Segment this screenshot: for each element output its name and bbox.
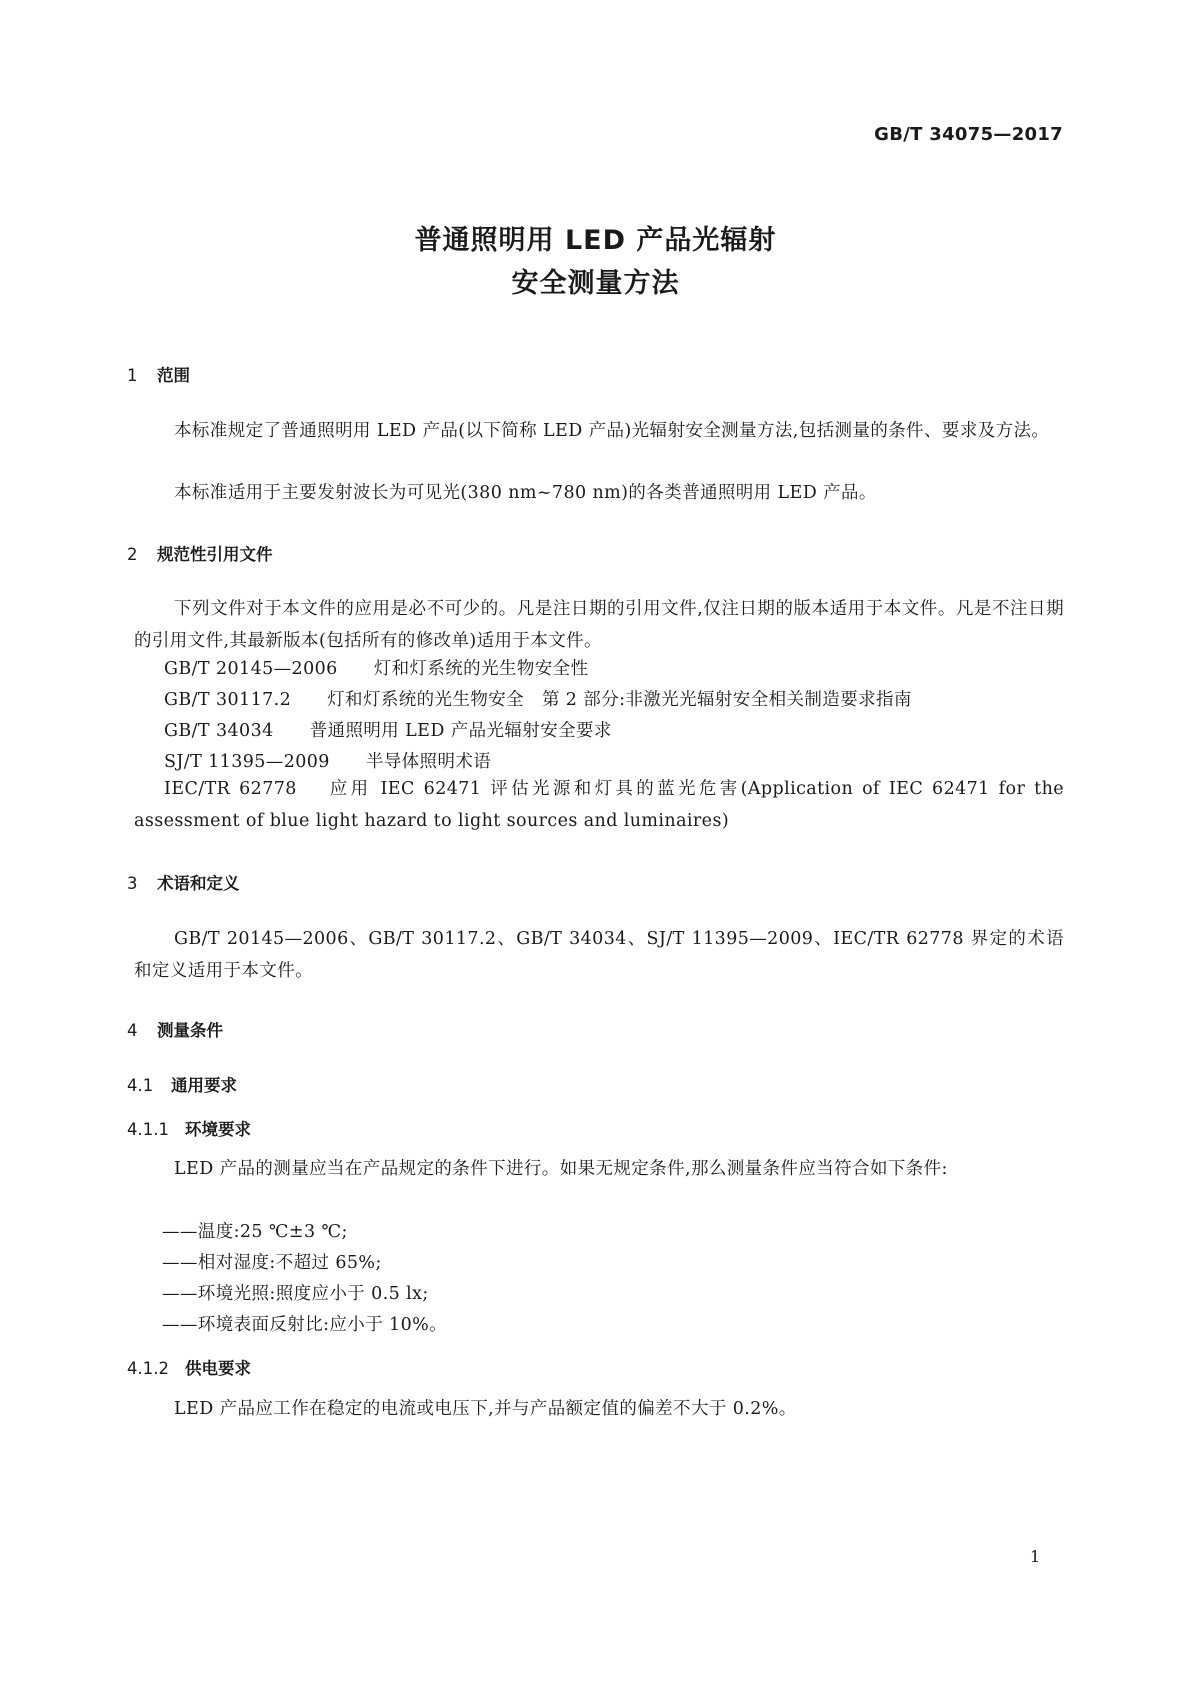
reference-item: [164, 686, 912, 711]
reference-item: [164, 655, 589, 680]
section-4-1-1-heading: [127, 1116, 251, 1140]
condition-list-item: ——相对湿度:不超过 65%;: [162, 1253, 382, 1273]
reference-code: GB/T 30117.2: [164, 690, 292, 710]
reference-title: 半导体照明术语: [365, 752, 492, 772]
reference-item: [164, 748, 491, 773]
condition-list-item: ——温度:25 ℃±3 ℃;: [162, 1222, 348, 1242]
section-4-1-2-heading: [127, 1355, 251, 1379]
section-1-number: 1: [127, 366, 138, 385]
document-number: GB/T 34075—2017: [874, 124, 1063, 145]
document-title-line-2: 安全测量方法: [511, 268, 680, 299]
section-4-1-2-number: 4.1.2: [127, 1359, 169, 1378]
section-2-title: 规范性引用文件: [157, 545, 273, 564]
reference-code: GB/T 20145—2006: [164, 659, 338, 679]
section-4-1-1-paragraph-1: LED 产品的测量应当在产品规定的条件下进行。如果无规定条件,那么测量条件应当符合如下条件:: [174, 1159, 948, 1179]
reference-code: GB/T 34034: [164, 721, 274, 741]
section-4-number: 4: [127, 1021, 138, 1040]
section-4-1-title: 通用要求: [171, 1076, 237, 1095]
section-4-title: 测量条件: [157, 1021, 223, 1040]
condition-list-item: ——环境表面反射比:应小于 10%。: [162, 1315, 448, 1335]
section-4-1-heading: [127, 1072, 237, 1096]
reference-title: 应用 IEC 62471 评估光源和灯具的蓝光危害(Application of IEC 62471 for the assessment of blue light hazard to light sources and luminaires): [134, 779, 1065, 831]
section-1-paragraph-2: 本标准适用于主要发射波长为可见光(380 nm~780 nm)的各类普通照明用 LED 产品。: [174, 483, 877, 503]
condition-list-item: ——环境光照:照度应小于 0.5 lx;: [162, 1284, 429, 1304]
reference-title: 灯和灯系统的光生物安全性: [373, 659, 589, 679]
section-4-1-1-number: 4.1.1: [127, 1120, 169, 1139]
section-1-paragraph-1: 本标准规定了普通照明用 LED 产品(以下简称 LED 产品)光辐射安全测量方法,包括测量的条件、要求及方法。: [174, 421, 1050, 441]
document-title-line-1: 普通照明用 LED 产品光辐射: [414, 225, 777, 256]
reference-code: IEC/TR 62778: [164, 779, 297, 799]
section-3-number: 3: [127, 874, 138, 893]
reference-code: SJ/T 11395—2009: [164, 752, 330, 772]
section-1-heading: [127, 362, 190, 386]
section-4-1-number: 4.1: [127, 1076, 154, 1095]
reference-title: 普通照明用 LED 产品光辐射安全要求: [309, 721, 612, 741]
section-2-number: 2: [127, 545, 138, 564]
section-3-heading: [127, 870, 240, 894]
section-1-title: 范围: [157, 366, 190, 385]
section-4-1-2-title: 供电要求: [185, 1359, 251, 1378]
section-4-1-1-title: 环境要求: [185, 1120, 251, 1139]
section-2-heading: [127, 541, 273, 565]
section-4-1-2-paragraph-1: LED 产品应工作在稳定的电流或电压下,并与产品额定值的偏差不大于 0.2%。: [174, 1399, 797, 1419]
reference-item: [134, 773, 1064, 837]
section-2-paragraph-1: 下列文件对于本文件的应用是必不可少的。凡是注日期的引用文件,仅注日期的版本适用于本文件。凡是不注日期的引用文件,其最新版本(包括所有的修改单)适用于本文件。: [134, 599, 1064, 651]
section-3-title: 术语和定义: [157, 874, 240, 893]
reference-item: [164, 717, 612, 742]
page-number: 1: [1030, 1547, 1041, 1566]
section-4-heading: [127, 1017, 223, 1041]
reference-title: 灯和灯系统的光生物安全 第 2 部分:非激光光辐射安全相关制造要求指南: [327, 690, 912, 710]
section-3-paragraph-1: GB/T 20145—2006、GB/T 30117.2、GB/T 34034、SJ/T 11395—2009、IEC/TR 62778 界定的术语和定义适用于本文件。: [134, 929, 1064, 981]
